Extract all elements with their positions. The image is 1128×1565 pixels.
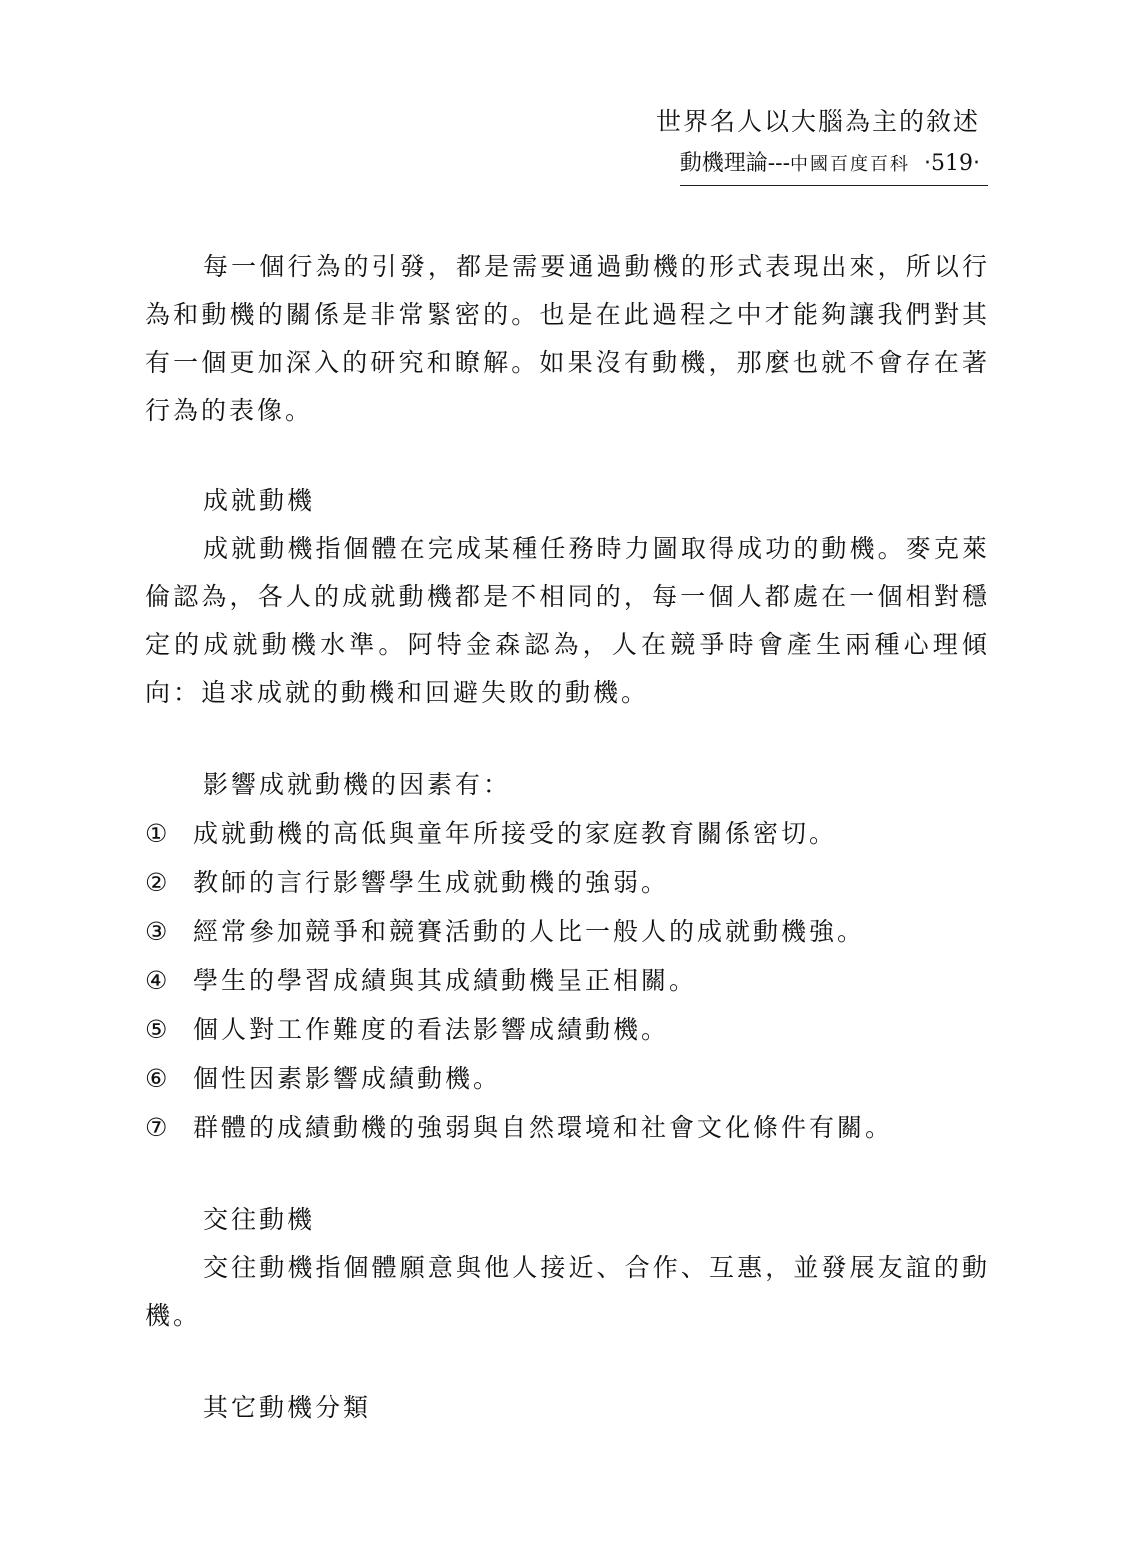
list-text: 成就動機的高低與童年所接受的家庭教育關係密切。 [193,819,838,848]
factors-heading: 影響成就動機的因素有： [203,770,512,799]
list-text: 經常參加競爭和競賽活動的人比一般人的成就動機強。 [193,917,866,946]
affiliation-paragraph: 交往動機指個體願意與他人接近、合作、互惠，並發展友誼的動機。 [145,1253,990,1330]
list-number: ① [145,819,168,848]
list-item [145,1005,990,1054]
list-number: ⑤ [145,1015,168,1044]
page-body [145,243,990,1432]
book-title: 世界名人以大腦為主的敘述 [655,107,980,136]
list-item [145,809,990,858]
list-item [145,858,990,907]
list-item [145,1103,990,1152]
section-heading-other: 其它動機分類 [203,1393,372,1422]
list-number: ⑥ [145,1064,168,1093]
list-text: 個性因素影響成績動機。 [193,1064,502,1093]
chapter-title: 動機理論--- [679,151,791,176]
list-number: ④ [145,966,168,995]
section-heading-affiliation: 交往動機 [203,1205,316,1234]
list-number: ⑦ [145,1113,168,1142]
achievement-paragraph: 成就動機指個體在完成某種任務時力圖取得成功的動機。麥克萊倫認為，各人的成就動機都是不相同的，每一個人都處在一個相對穩定的成就動機水準。阿特金森認為，人在競爭時會產生兩種心理傾向：追求成就的動機和回避失敗的動機。 [145,534,990,707]
intro-paragraph: 每一個行為的引發，都是需要通過動機的形式表現出來，所以行為和動機的關係是非常緊密的。也是在此過程之中才能夠讓我們對其有一個更加深入的研究和瞭解。如果沒有動機，那麼也就不會存在著行為的表像。 [145,252,990,425]
chapter-line [680,144,988,186]
chapter-source: 中國百度百科 [790,154,911,175]
list-text: 個人對工作難度的看法影響成績動機。 [193,1015,670,1044]
list-item [145,1054,990,1103]
factors-list [145,809,990,1152]
page-number: ‧519‧ [924,151,980,176]
list-number: ② [145,868,168,897]
list-text: 教師的言行影響學生成就動機的強弱。 [193,868,670,897]
list-text: 群體的成績動機的強弱與自然環境和社會文化條件有關。 [193,1113,894,1142]
list-text: 學生的學習成績與其成績動機呈正相關。 [193,966,698,995]
list-item [145,956,990,1005]
list-item [145,907,990,956]
page-header [656,100,988,186]
section-heading-achievement: 成就動機 [203,486,316,515]
list-number: ③ [145,917,168,946]
